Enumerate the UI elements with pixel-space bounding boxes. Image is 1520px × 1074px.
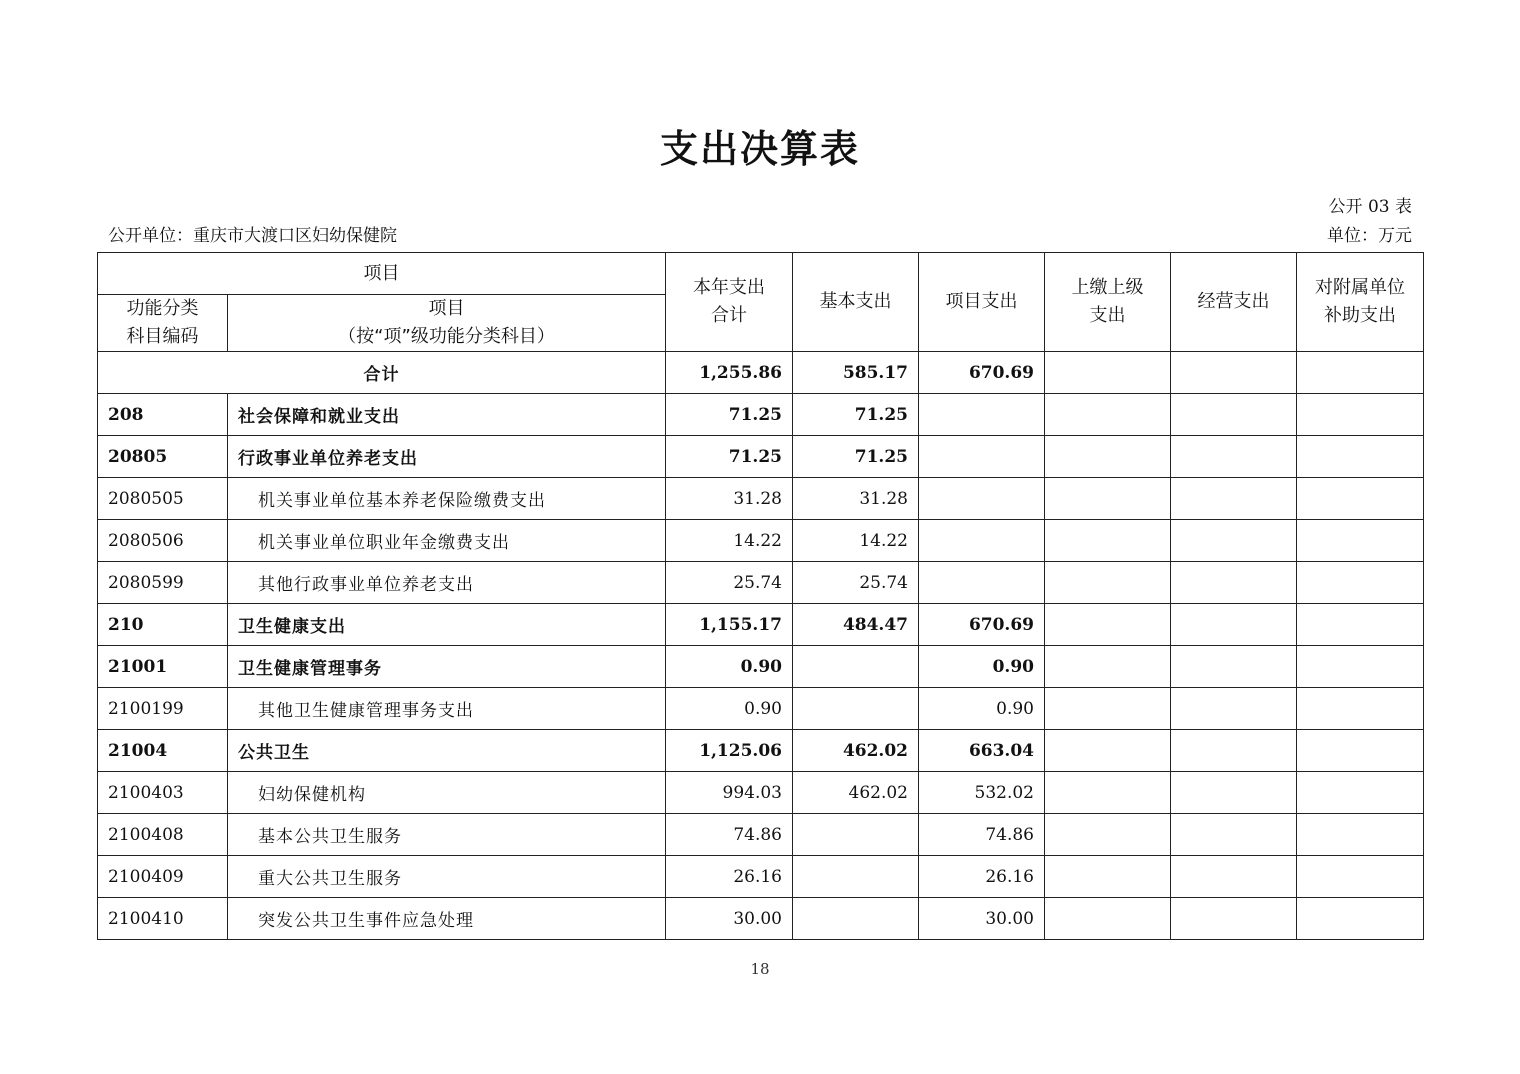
row-cell-upper (1045, 394, 1171, 436)
row-name: 基本公共卫生服务 (228, 814, 666, 856)
header-upper-line1: 上缴上级 (1071, 277, 1144, 298)
row-cell-project: 26.16 (919, 856, 1045, 898)
table-row (98, 646, 1424, 688)
row-name: 卫生健康管理事务 (228, 646, 666, 688)
row-cell-project: 670.69 (919, 604, 1045, 646)
row-code: 2080599 (98, 562, 228, 604)
row-name: 社会保障和就业支出 (228, 394, 666, 436)
row-cell-basic: 31.28 (793, 478, 919, 520)
header-upper-line2: 支出 (1089, 305, 1126, 326)
row-cell-affiliate (1297, 394, 1424, 436)
row-cell-basic: 14.22 (793, 520, 919, 562)
header-affiliate (1297, 253, 1424, 352)
row-code: 210 (98, 604, 228, 646)
row-cell-affiliate (1297, 814, 1424, 856)
row-cell-business (1171, 814, 1297, 856)
table-row (98, 730, 1424, 772)
row-code: 2080506 (98, 520, 228, 562)
header-affiliate-line1: 对附属单位 (1315, 277, 1405, 298)
header-business: 经营支出 (1171, 253, 1297, 352)
row-cell-affiliate (1297, 478, 1424, 520)
currency-unit: 单位：万元 (1327, 226, 1412, 246)
total-label: 合计 (98, 352, 666, 394)
row-cell-project: 30.00 (919, 898, 1045, 940)
header-name (228, 295, 666, 352)
row-cell-total: 0.90 (666, 688, 793, 730)
page-title: 支出决算表 (659, 127, 860, 171)
row-cell-project: 74.86 (919, 814, 1045, 856)
table-header (98, 253, 1424, 352)
row-name: 突发公共卫生事件应急处理 (228, 898, 666, 940)
row-cell-total: 0.90 (666, 646, 793, 688)
row-cell-project: 0.90 (919, 646, 1045, 688)
row-name: 卫生健康支出 (228, 604, 666, 646)
row-cell-basic: 71.25 (793, 394, 919, 436)
row-name: 机关事业单位基本养老保险缴费支出 (228, 478, 666, 520)
row-cell-total: 26.16 (666, 856, 793, 898)
row-cell-total: 71.25 (666, 394, 793, 436)
header-code-line1: 功能分类 (126, 298, 199, 319)
row-cell-upper (1045, 772, 1171, 814)
row-code: 20805 (98, 436, 228, 478)
row-cell-total: 994.03 (666, 772, 793, 814)
row-name: 重大公共卫生服务 (228, 856, 666, 898)
table-row (98, 856, 1424, 898)
table-row (98, 562, 1424, 604)
row-cell-project (919, 436, 1045, 478)
row-cell-upper (1045, 688, 1171, 730)
row-name: 妇幼保健机构 (228, 772, 666, 814)
table-row (98, 604, 1424, 646)
header-total-line2: 合计 (711, 305, 747, 326)
row-cell-upper (1045, 856, 1171, 898)
table-row (98, 394, 1424, 436)
row-cell-business (1171, 688, 1297, 730)
row-cell-project: 0.90 (919, 688, 1045, 730)
row-cell-business (1171, 562, 1297, 604)
row-cell-upper (1045, 814, 1171, 856)
row-cell-affiliate (1297, 604, 1424, 646)
row-cell-project (919, 562, 1045, 604)
row-cell-business (1171, 772, 1297, 814)
header-affiliate-line2: 补助支出 (1324, 305, 1396, 326)
row-code: 2100403 (98, 772, 228, 814)
row-cell-upper (1045, 436, 1171, 478)
row-cell-affiliate (1297, 520, 1424, 562)
row-cell-basic (793, 898, 919, 940)
row-cell-basic (793, 688, 919, 730)
row-cell-business (1171, 856, 1297, 898)
total-cell-upper (1045, 352, 1171, 394)
row-cell-upper (1045, 898, 1171, 940)
page-number: 18 (750, 960, 770, 978)
header-item-group: 项目 (98, 253, 666, 295)
row-name: 行政事业单位养老支出 (228, 436, 666, 478)
header-code-line2: 科目编码 (126, 326, 199, 347)
row-name: 其他卫生健康管理事务支出 (228, 688, 666, 730)
total-cell-basic: 585.17 (793, 352, 919, 394)
row-code: 2100410 (98, 898, 228, 940)
row-cell-total: 1,155.17 (666, 604, 793, 646)
row-cell-basic: 484.47 (793, 604, 919, 646)
row-cell-project: 532.02 (919, 772, 1045, 814)
row-cell-basic (793, 856, 919, 898)
table-row (98, 478, 1424, 520)
total-cell-project: 670.69 (919, 352, 1045, 394)
row-cell-basic: 462.02 (793, 730, 919, 772)
header-name-line1: 项目 (428, 298, 465, 319)
total-row (98, 352, 1424, 394)
row-cell-basic: 71.25 (793, 436, 919, 478)
row-cell-total: 74.86 (666, 814, 793, 856)
table-row (98, 772, 1424, 814)
total-cell-affiliate (1297, 352, 1424, 394)
row-cell-business (1171, 646, 1297, 688)
row-cell-affiliate (1297, 436, 1424, 478)
row-cell-upper (1045, 604, 1171, 646)
row-cell-total: 14.22 (666, 520, 793, 562)
row-cell-business (1171, 730, 1297, 772)
row-code: 2080505 (98, 478, 228, 520)
header-total-line1: 本年支出 (693, 277, 765, 298)
row-cell-affiliate (1297, 772, 1424, 814)
table-row (98, 814, 1424, 856)
total-cell-total: 1,255.86 (666, 352, 793, 394)
form-number: 公开 03 表 (1328, 197, 1412, 217)
row-code: 2100199 (98, 688, 228, 730)
row-cell-project (919, 520, 1045, 562)
row-code: 2100409 (98, 856, 228, 898)
header-upper (1045, 253, 1171, 352)
row-cell-total: 71.25 (666, 436, 793, 478)
row-cell-affiliate (1297, 898, 1424, 940)
row-cell-basic: 462.02 (793, 772, 919, 814)
header-code (98, 295, 228, 352)
row-cell-business (1171, 436, 1297, 478)
table-row (98, 520, 1424, 562)
row-cell-upper (1045, 730, 1171, 772)
row-cell-affiliate (1297, 856, 1424, 898)
row-cell-upper (1045, 478, 1171, 520)
row-cell-basic (793, 814, 919, 856)
reporting-unit: 公开单位：重庆市大渡口区妇幼保健院 (108, 226, 397, 246)
table-row (98, 898, 1424, 940)
row-cell-total: 30.00 (666, 898, 793, 940)
row-cell-total: 25.74 (666, 562, 793, 604)
row-cell-business (1171, 394, 1297, 436)
row-cell-affiliate (1297, 688, 1424, 730)
row-cell-basic: 25.74 (793, 562, 919, 604)
row-cell-upper (1045, 520, 1171, 562)
row-code: 21001 (98, 646, 228, 688)
row-cell-total: 1,125.06 (666, 730, 793, 772)
table-row (98, 436, 1424, 478)
row-name: 其他行政事业单位养老支出 (228, 562, 666, 604)
header-project: 项目支出 (919, 253, 1045, 352)
table-row (98, 688, 1424, 730)
row-name: 公共卫生 (228, 730, 666, 772)
row-cell-project: 663.04 (919, 730, 1045, 772)
row-name: 机关事业单位职业年金缴费支出 (228, 520, 666, 562)
header-total (666, 253, 793, 352)
row-cell-affiliate (1297, 730, 1424, 772)
header-name-line2: （按“项”级功能分类科目） (338, 326, 555, 347)
row-cell-business (1171, 898, 1297, 940)
row-cell-basic (793, 646, 919, 688)
row-code: 21004 (98, 730, 228, 772)
row-cell-affiliate (1297, 562, 1424, 604)
row-cell-business (1171, 604, 1297, 646)
row-cell-total: 31.28 (666, 478, 793, 520)
table-body (98, 352, 1424, 940)
row-code: 208 (98, 394, 228, 436)
row-cell-project (919, 394, 1045, 436)
row-cell-upper (1045, 562, 1171, 604)
row-cell-business (1171, 520, 1297, 562)
header-basic: 基本支出 (793, 253, 919, 352)
row-cell-project (919, 478, 1045, 520)
total-cell-business (1171, 352, 1297, 394)
expenditure-table (97, 252, 1424, 940)
row-cell-business (1171, 478, 1297, 520)
row-cell-affiliate (1297, 646, 1424, 688)
row-code: 2100408 (98, 814, 228, 856)
row-cell-upper (1045, 646, 1171, 688)
